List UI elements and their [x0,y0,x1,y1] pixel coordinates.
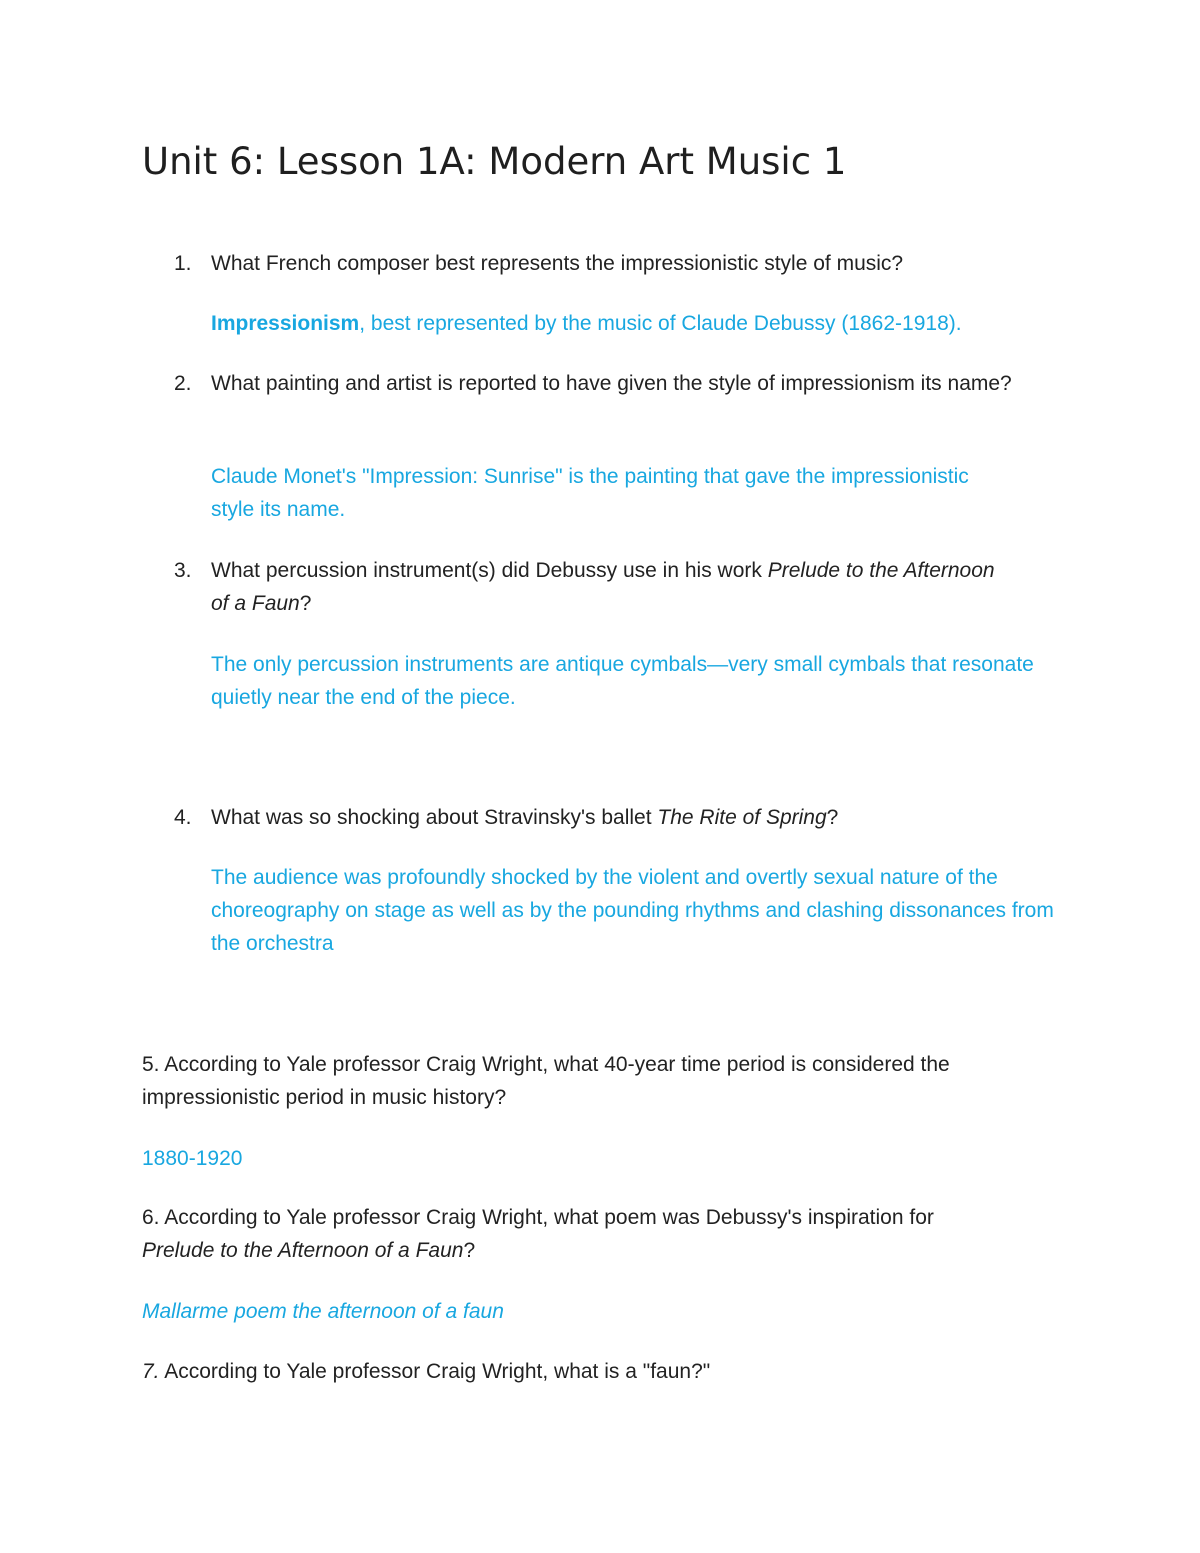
question-text: What French composer best represents the impressionistic style of music? [211,252,904,275]
work-title: Prelude to the Afternoon of a Faun [211,559,995,615]
answer-6 [142,1295,1072,1328]
page-title: Unit 6: Lesson 1A: Modern Art Music 1 [142,140,847,183]
answer-text: The only percussion instruments are antique cymbals—very small cymbals that resonate quietly near the end of the piece. [211,653,1034,709]
answer-1 [211,307,1071,340]
work-title: The Rite of Spring [657,806,827,829]
question-1 [174,247,1071,280]
question-text: 6. According to Yale professor Craig Wright, what poem was Debussy's inspiration for [142,1206,934,1229]
question-number: 4. [174,806,192,829]
answer-5 [142,1142,1072,1175]
question-number: 2. [174,372,192,395]
answer-text: Claude Monet's "Impression: Sunrise" is the painting that gave the impressionistic style its name. [211,465,969,521]
question-text: What was so shocking about Stravinsky's ballet [211,806,658,829]
answer-bold-term: Impressionism [211,312,360,335]
answer-text: , best represented by the music of Claude Debussy (1862-1918). [359,312,962,335]
question-5 [142,1048,1062,1114]
question-6 [142,1201,1002,1267]
answer-2 [211,460,971,526]
question-number: 7. [142,1360,160,1383]
question-text: 5. According to Yale professor Craig Wright, what 40-year time period is considered the impressionistic period in music history? [142,1053,950,1109]
question-text: What percussion instrument(s) did Debussy use in his work [211,559,768,582]
answer-3 [211,648,1051,714]
work-title: Prelude to the Afternoon of a Faun [142,1239,464,1262]
answer-4 [211,861,1073,960]
question-number: 1. [174,252,192,275]
question-text-end: ? [299,592,312,615]
question-number: 3. [174,559,192,582]
question-text: According to Yale professor Craig Wright, what is a "faun?" [159,1360,711,1383]
answer-text: Mallarme poem the afternoon of a faun [142,1300,504,1323]
question-text-end: ? [463,1239,476,1262]
question-7 [142,1355,1072,1388]
question-3 [174,554,1011,620]
question-text-end: ? [826,806,839,829]
question-text: What painting and artist is reported to have given the style of impressionism its name? [211,372,1012,395]
answer-text: The audience was profoundly shocked by the violent and overtly sexual nature of the choreography on stage as well as by the pounding rhythms and clashing dissonances from the orchestra [211,866,1054,955]
answer-text: 1880-1920 [142,1147,243,1170]
question-4 [174,801,1071,834]
question-2 [174,367,1071,400]
